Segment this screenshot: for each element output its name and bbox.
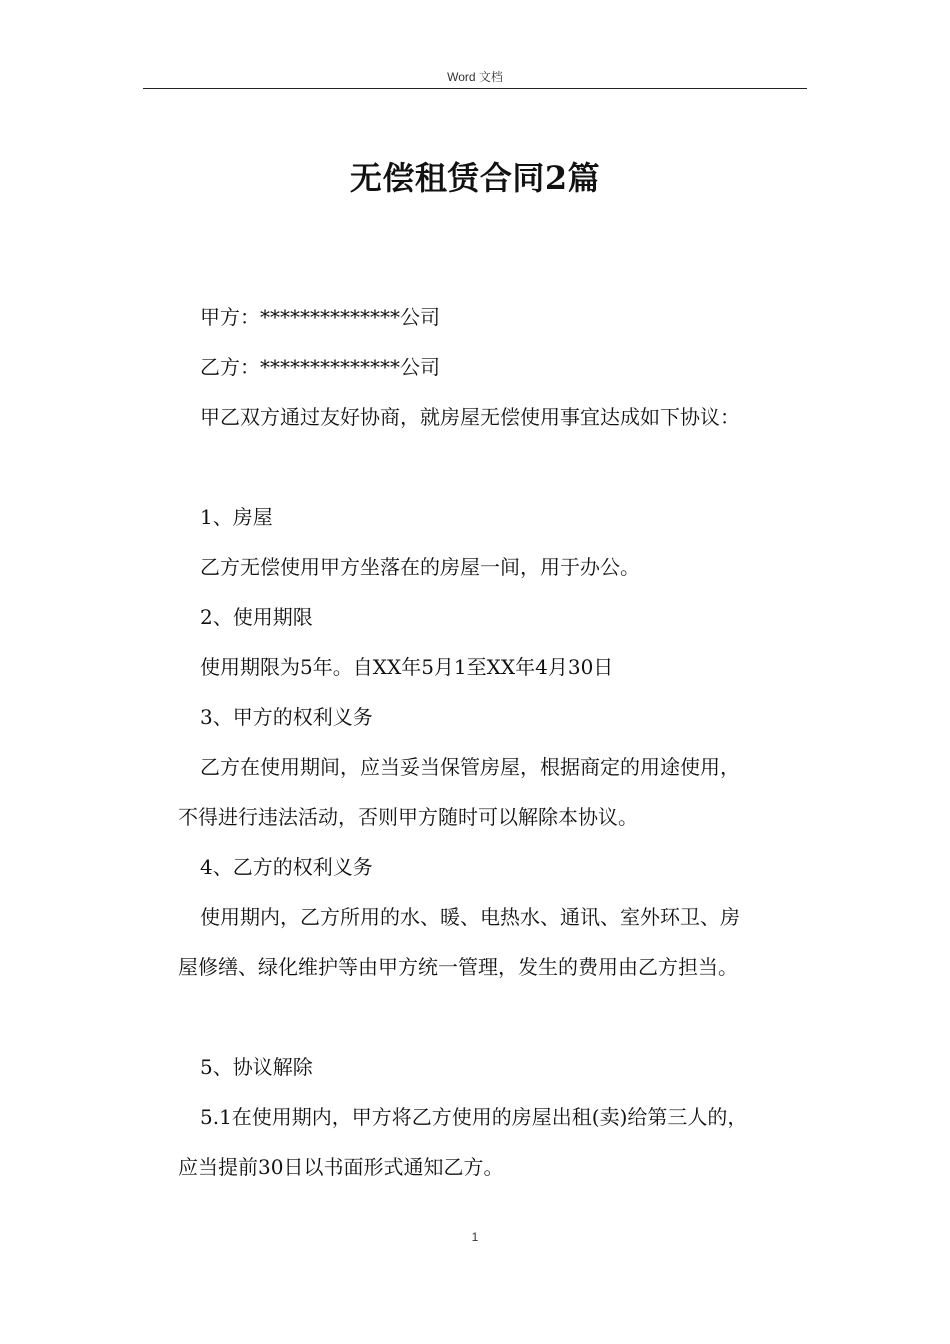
section-text-5b: 应当提前30日以书面形式通知乙方。 bbox=[178, 1155, 504, 1179]
section-text-2: 使用期限为5年。自XX年5月1至XX年4月30日 bbox=[200, 655, 614, 679]
party-a-line: 甲方：**************公司 bbox=[200, 305, 440, 329]
section-text-1: 乙方无偿使用甲方坐落在的房屋一间，用于办公。 bbox=[200, 555, 640, 579]
page-header bbox=[143, 66, 807, 89]
document-title: 无偿租赁合同2篇 bbox=[349, 159, 601, 197]
section-text-3a: 乙方在使用期间，应当妥当保管房屋，根据商定的用途使用， bbox=[200, 755, 740, 779]
section-text-3b: 不得进行违法活动，否则甲方随时可以解除本协议。 bbox=[178, 805, 638, 829]
page-number: 1 bbox=[471, 1230, 479, 1244]
header-text: Word 文档 bbox=[447, 70, 503, 84]
party-b-line: 乙方：**************公司 bbox=[200, 355, 440, 379]
section-text-5a: 5.1在使用期内，甲方将乙方使用的房屋出租(卖)给第三人的， bbox=[200, 1105, 748, 1129]
section-heading-3: 3、甲方的权利义务 bbox=[200, 705, 373, 729]
blank-line bbox=[178, 992, 808, 1042]
document-body bbox=[178, 292, 808, 1192]
section-heading-4: 4、乙方的权利义务 bbox=[200, 855, 373, 879]
section-heading-2: 2、使用期限 bbox=[200, 605, 313, 629]
section-text-4b: 屋修缮、绿化维护等由甲方统一管理，发生的费用由乙方担当。 bbox=[178, 955, 738, 979]
section-text-4a: 使用期内，乙方所用的水、暖、电热水、通讯、室外环卫、房 bbox=[200, 905, 740, 929]
blank-line bbox=[178, 442, 808, 492]
section-heading-1: 1、房屋 bbox=[200, 505, 273, 529]
agreement-intro: 甲乙双方通过友好协商，就房屋无偿使用事宜达成如下协议： bbox=[200, 405, 740, 429]
section-heading-5: 5、协议解除 bbox=[200, 1055, 313, 1079]
